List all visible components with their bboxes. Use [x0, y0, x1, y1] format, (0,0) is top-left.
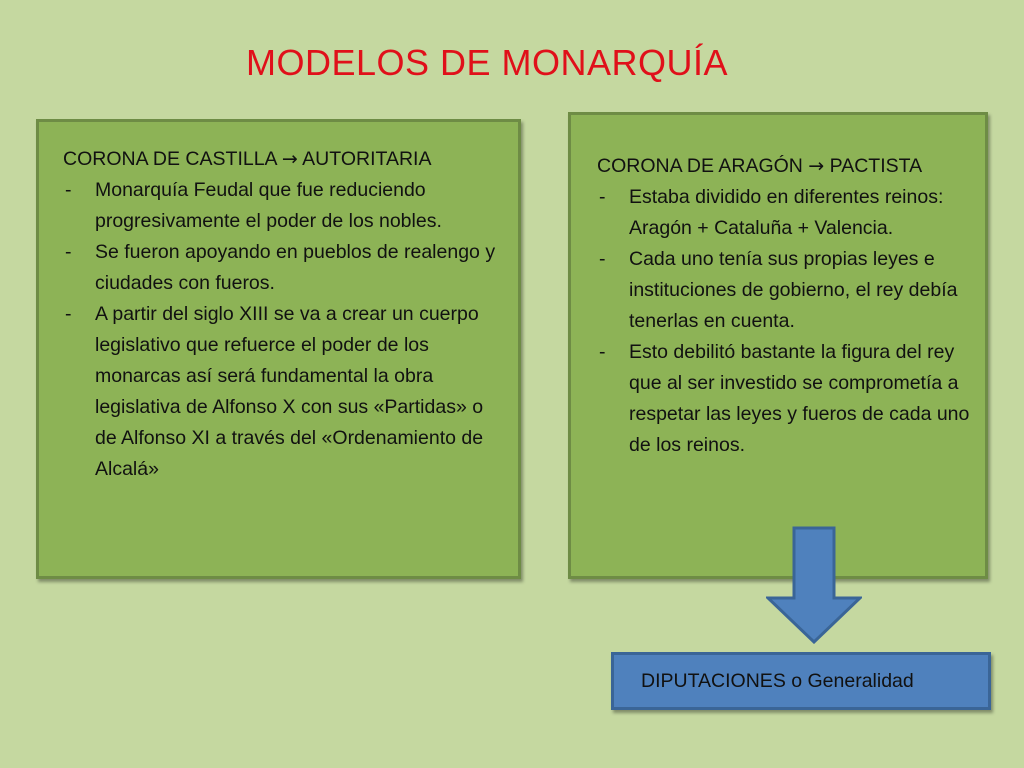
aragon-heading-prefix: CORONA DE ARAGÓN — [597, 155, 803, 177]
slide-title: MODELOS DE MONARQUÍA — [245, 42, 729, 83]
castilla-heading — [63, 144, 508, 175]
diputaciones-box: DIPUTACIONES o Generalidad — [611, 652, 991, 710]
aragon-list — [597, 182, 975, 461]
list-item: - A partir del siglo XIII se va a crear un cuerpo legislativo que refuerce el poder de los monarcas así será fundamental la obra legislativa de Alfonso X con sus «Partidas» o de Alfonso XI a través del «Ordenamiento de Alcalá» — [63, 299, 508, 485]
castilla-heading-suffix: AUTORITARIA — [302, 148, 432, 170]
list-item: - Esto debilitó bastante la figura del rey que al ser investido se comprometía a respetar las leyes y fueros de cada uno de los reinos. — [597, 337, 975, 461]
castilla-box — [36, 119, 521, 579]
castilla-heading-prefix: CORONA DE CASTILLA — [63, 148, 277, 170]
list-item: - Se fueron apoyando en pueblos de realengo y ciudades con fueros. — [63, 237, 508, 299]
list-item: - Cada uno tenía sus propias leyes e instituciones de gobierno, el rey debía tenerlas en cuenta. — [597, 244, 975, 337]
down-arrow-icon — [766, 526, 862, 644]
list-item: - Monarquía Feudal que fue reduciendo progresivamente el poder de los nobles. — [63, 175, 508, 237]
list-item: - Estaba dividido en diferentes reinos: Aragón + Cataluña + Valencia. — [597, 182, 975, 244]
castilla-list — [63, 175, 508, 485]
right-arrow-icon: → — [281, 148, 298, 170]
right-arrow-icon: → — [808, 155, 825, 177]
aragon-heading-suffix: PACTISTA — [829, 155, 923, 177]
aragon-box — [568, 112, 988, 579]
aragon-heading — [597, 151, 975, 182]
